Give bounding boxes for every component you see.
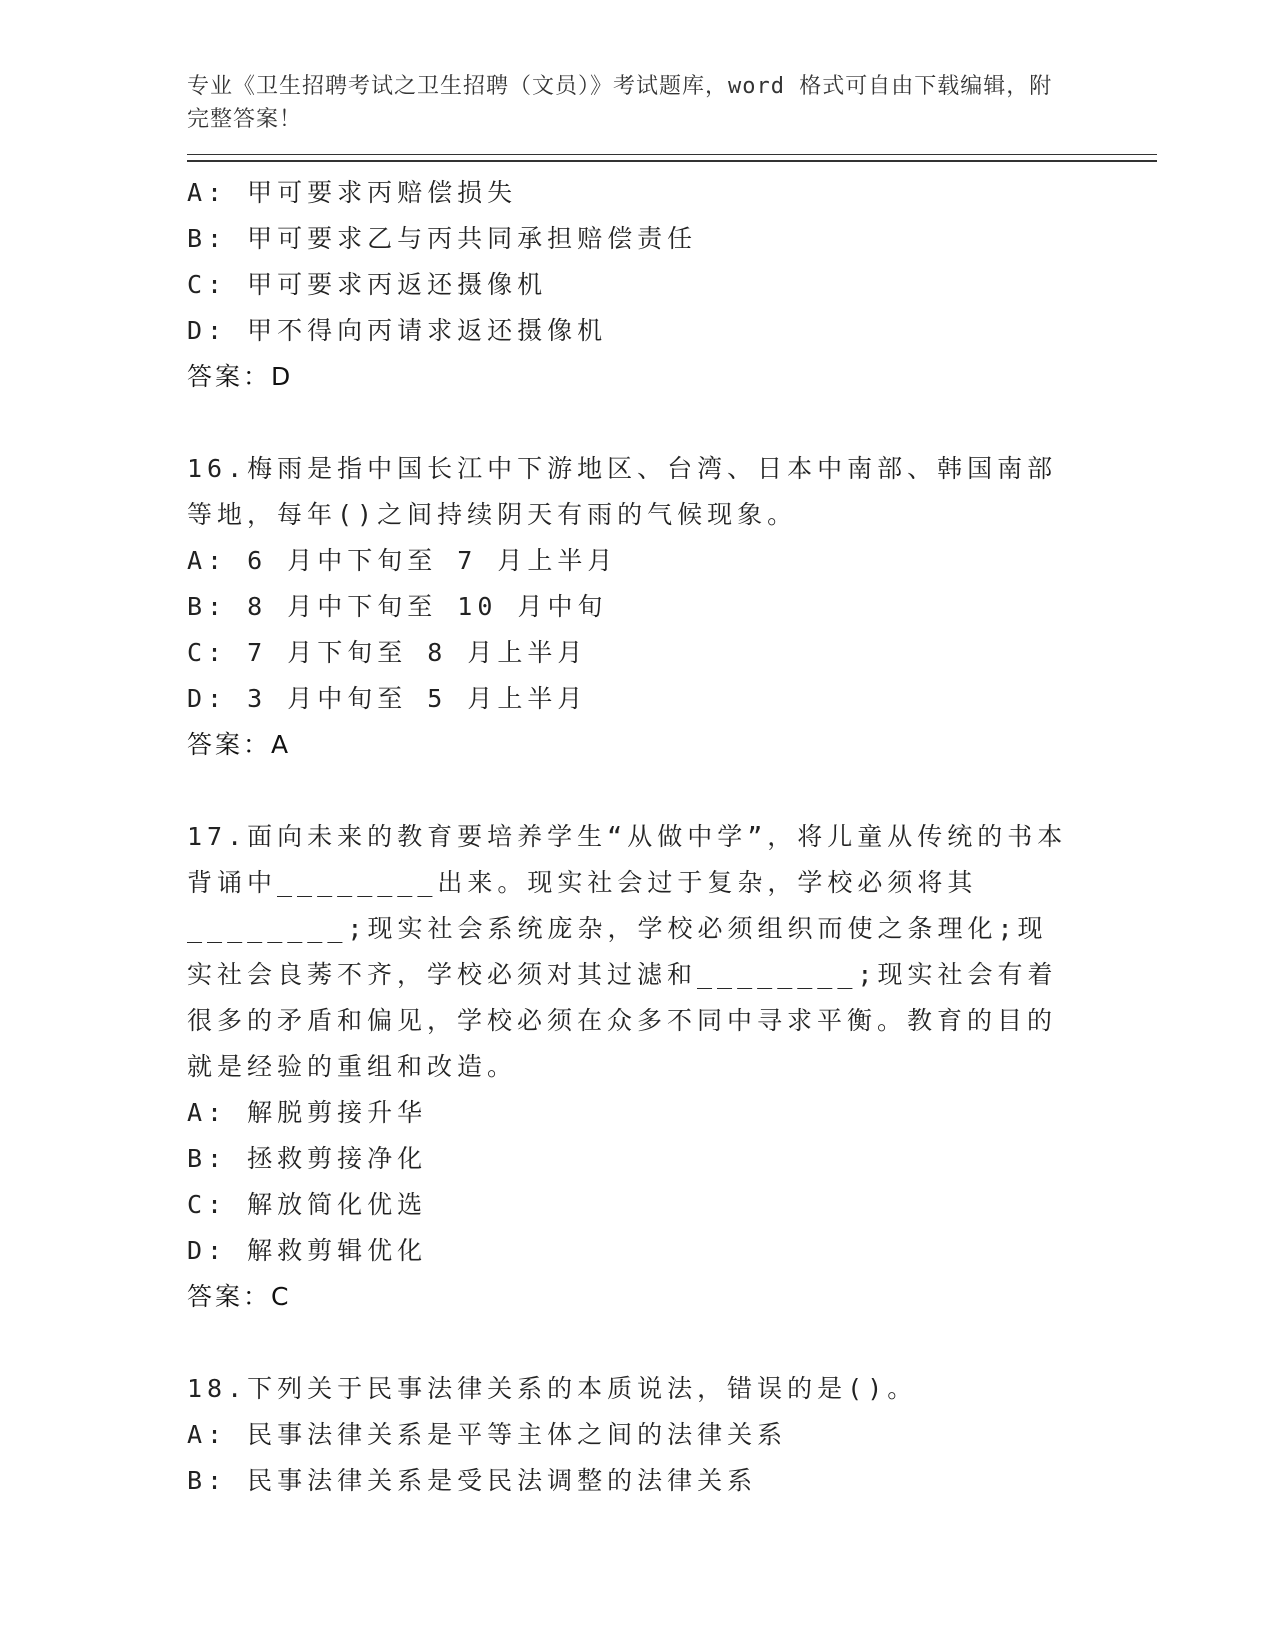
question-stem: 16.梅雨是指中国长江中下游地区、台湾、日本中南部、韩国南部等地，每年()之间持续阴天有雨的气候现象。 — [187, 454, 1058, 529]
option-b: B: 8 月中下旬至 10 月中旬 — [187, 592, 608, 621]
document-page — [187, 70, 1157, 1504]
question-stem: 18.下列关于民事法律关系的本质说法，错误的是()。 — [187, 1374, 918, 1403]
document-header: 专业《卫生招聘考试之卫生招聘（文员）》考试题库，word 格式可自由下载编辑，附完整答案！ — [187, 74, 1053, 132]
option-c: C: 7 月下旬至 8 月上半月 — [187, 638, 588, 667]
question-stem: 17.面向未来的教育要培养学生“从做中学”，将儿童从传统的书本背诵中________出来。现实社会过于复杂，学校必须将其________;现实社会系统庞杂，学校必须组织而使之条理化;现实社会良莠不齐，学校必须对其过滤和________;现实社会有着很多的矛盾和偏见，学校必须在众多不同中寻求平衡。教育的目的就是经验的重组和改造。 — [187, 822, 1068, 1081]
option-a: A: 民事法律关系是平等主体之间的法律关系 — [187, 1420, 788, 1449]
option-a: A: 甲可要求丙赔偿损失 — [187, 178, 518, 207]
option-d: D: 3 月中旬至 5 月上半月 — [187, 684, 588, 713]
question-15-tail — [187, 170, 1157, 400]
option-d: D: 解救剪辑优化 — [187, 1236, 428, 1265]
option-b: B: 甲可要求乙与丙共同承担赔偿责任 — [187, 224, 698, 253]
option-d: D: 甲不得向丙请求返还摄像机 — [187, 316, 608, 345]
question-18 — [187, 1366, 1157, 1504]
question-17 — [187, 814, 1157, 1320]
answer-label: 答案：A — [187, 730, 292, 759]
header-divider — [187, 154, 1157, 162]
option-b: B: 民事法律关系是受民法调整的法律关系 — [187, 1466, 758, 1495]
answer-label: 答案：C — [187, 1282, 292, 1311]
option-c: C: 甲可要求丙返还摄像机 — [187, 270, 548, 299]
answer-label: 答案：D — [187, 362, 294, 391]
option-b: B: 拯救剪接净化 — [187, 1144, 428, 1173]
question-16 — [187, 446, 1157, 768]
option-a: A: 解脱剪接升华 — [187, 1098, 428, 1127]
option-a: A: 6 月中下旬至 7 月上半月 — [187, 546, 618, 575]
option-c: C: 解放简化优选 — [187, 1190, 428, 1219]
